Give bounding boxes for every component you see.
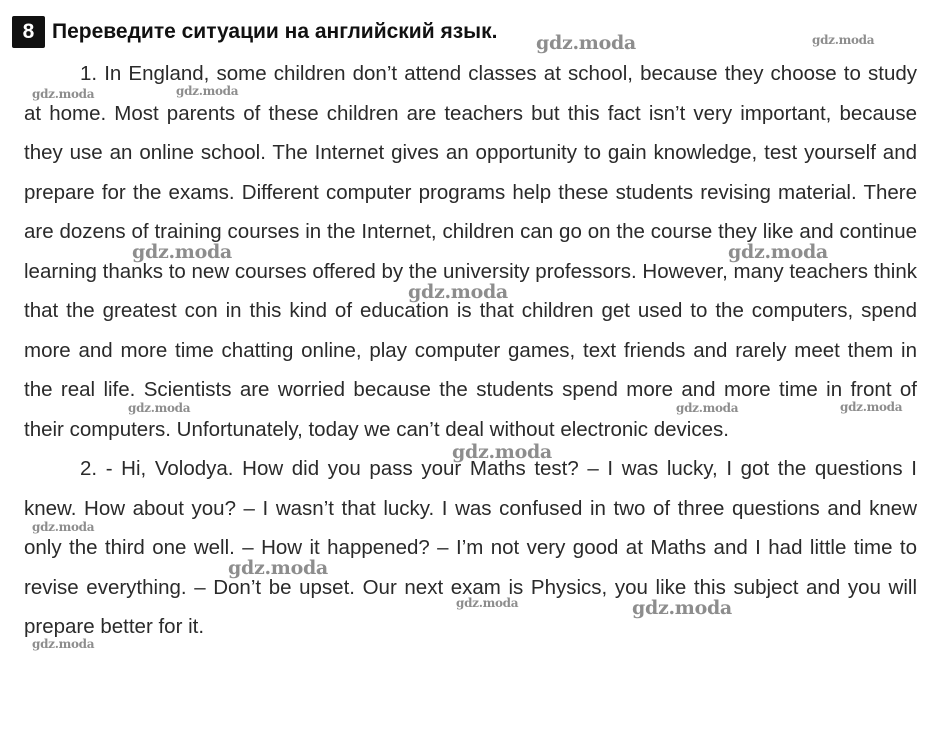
watermark: gdz.moda (812, 33, 875, 47)
watermark: gdz.moda (536, 32, 636, 54)
watermark: gdz.moda (408, 281, 508, 303)
watermark: gdz.moda (456, 596, 519, 610)
watermark: gdz.moda (176, 84, 239, 98)
watermark: gdz.moda (728, 241, 828, 263)
task-title: Переведите ситуации на английский язык. (52, 20, 498, 43)
watermark: gdz.moda (32, 637, 95, 651)
watermark: gdz.moda (128, 401, 191, 415)
paragraph-2: 2. - Hi, Volodya. How did you pass your Maths test? – I was lucky, I got the questions I knew. How about you? – I wasn’t that lucky. I was confused in two of three questions and knew only the third one well. – How it happened? – I’m not very good at Maths and I had little time to revise everything. – Don’t be upset. Our next exam is Physics, you like this subject and you will prepare better for it. (24, 457, 917, 638)
watermark: gdz.moda (452, 441, 552, 463)
watermark: gdz.moda (632, 597, 732, 619)
watermark: gdz.moda (676, 401, 739, 415)
paragraph-1: 1. In England, some children don’t attend classes at school, because they choose to study at home. Most parents of these children are teachers but this fact isn’t very important, because they use an online school. The Internet gives an opportunity to gain knowledge, test yourself and prepare for the exams. Different computer programs help these students revising material. There are dozens of training courses in the Internet, children can go on the course they like and continue learning thanks to new courses offered by the university professors. However, many teachers think that the greatest con in this kind of education is that children get used to the computers, spend more and more time chatting online, play computer games, text friends and rarely meet them in the real life. Scientists are worried because the students spend more and more time in front of their computers. Unfortunately, today we can’t deal without electronic devices. (24, 62, 917, 441)
task-header (12, 16, 497, 48)
translation-text (24, 54, 917, 647)
watermark: gdz.moda (840, 400, 903, 414)
task-number-badge: 8 (12, 16, 45, 48)
watermark: gdz.moda (32, 87, 95, 101)
watermark: gdz.moda (132, 241, 232, 263)
watermark: gdz.moda (32, 520, 95, 534)
watermark: gdz.moda (228, 557, 328, 579)
